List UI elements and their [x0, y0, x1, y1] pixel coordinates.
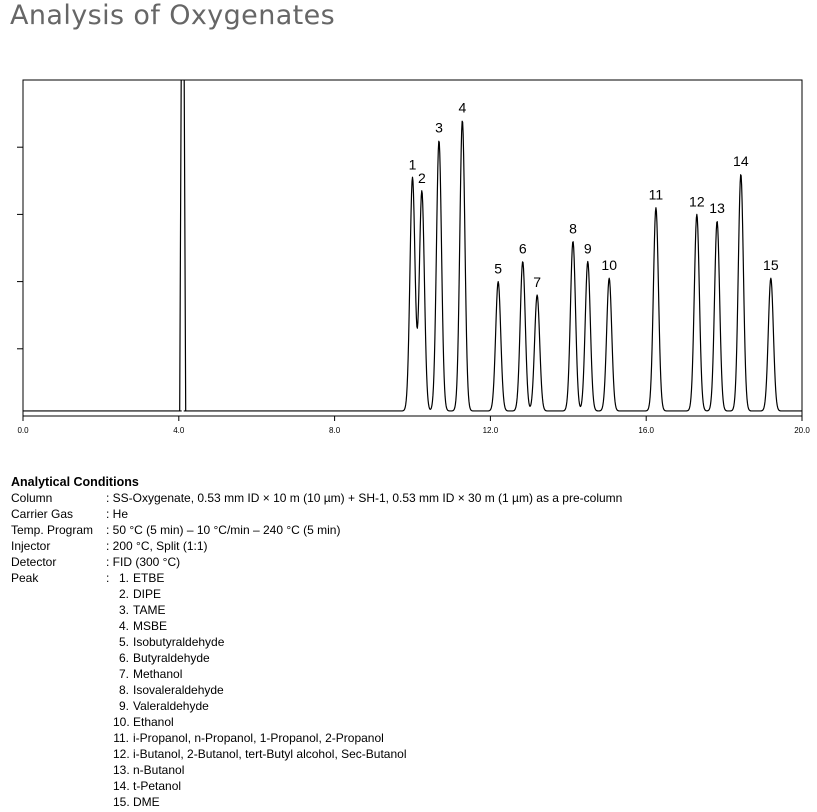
x-tick-label: 20.0: [794, 426, 810, 435]
peak-label: 4: [458, 99, 467, 116]
peak-list-item: [113, 762, 406, 778]
condition-label: Carrier Gas: [11, 507, 74, 521]
condition-label: Column: [11, 491, 53, 505]
condition-value: : FID (300 °C): [106, 555, 181, 569]
peak-list-item: [113, 746, 406, 762]
peak-number: 2.: [118, 587, 129, 601]
peak-name: i-Propanol, n-Propanol, 1-Propanol, 2-Propanol: [133, 731, 384, 745]
peak-name: t-Petanol: [133, 779, 182, 793]
peak-number: 12.: [113, 747, 130, 761]
condition-row-peak: [11, 570, 622, 810]
peak-list-item: [113, 618, 406, 634]
peak-number: 5.: [118, 635, 129, 649]
peak-number: 7.: [118, 667, 129, 681]
peak-label: 6: [518, 240, 527, 257]
peak-name: Isovaleraldehyde: [133, 683, 224, 697]
peak-name: Methanol: [133, 667, 183, 681]
peak-number: 6.: [118, 651, 129, 665]
conditions-heading: Analytical Conditions: [11, 475, 139, 489]
condition-value: : 200 °C, Split (1:1): [106, 539, 208, 553]
peak-number: 11.: [113, 731, 129, 745]
peak-label: 9: [583, 240, 592, 257]
peak-list-item: [113, 794, 406, 810]
solvent-peak: [180, 80, 186, 411]
x-axis: [17, 416, 810, 435]
x-tick-label: 4.0: [173, 426, 185, 435]
peak-name: Valeraldehyde: [133, 699, 209, 713]
peak-list-item: [113, 570, 406, 586]
condition-row-column: [11, 490, 622, 506]
condition-value: : 50 °C (5 min) – 10 °C/min – 240 °C (5 min): [106, 523, 341, 537]
peak-name: i-Butanol, 2-Butanol, tert-Butyl alcohol, Sec-Butanol: [133, 747, 407, 761]
condition-label: Injector: [11, 539, 51, 553]
peak-list-item: [113, 602, 406, 618]
peak-name: DIPE: [133, 587, 162, 601]
peak-list: [113, 570, 406, 810]
peak-label: 1: [408, 156, 417, 173]
peak-number: 15.: [113, 795, 130, 809]
peak-name: ETBE: [133, 571, 165, 585]
condition-row-detector: [11, 554, 622, 570]
peak-colon: :: [106, 571, 110, 585]
solvent-peak-gap: [182, 409, 184, 413]
plot-frame: [23, 80, 802, 416]
y-axis-ticks: [17, 147, 23, 349]
peak-list-item: [113, 778, 406, 794]
peak-number: 13.: [113, 763, 130, 777]
peak-list-item: [113, 586, 406, 602]
peak-label: 12: [689, 193, 705, 210]
condition-value: : He: [106, 507, 129, 521]
analytical-conditions: [11, 474, 622, 810]
peak-label: 15: [763, 257, 779, 274]
condition-value: : SS-Oxygenate, 0.53 mm ID × 10 m (10 µm) + SH-1, 0.53 mm ID × 30 m (1 µm) as a pre-column: [106, 491, 623, 505]
peak-name: DME: [133, 795, 160, 809]
peak-name: Isobutyraldehyde: [133, 635, 225, 649]
peak-list-item: [113, 650, 406, 666]
peak-list-item: [113, 634, 406, 650]
peak-label: 13: [709, 200, 725, 217]
peak-label: 11: [648, 186, 664, 203]
condition-row-injector: [11, 538, 622, 554]
peak-list-item: [113, 666, 406, 682]
x-tick-label: 12.0: [482, 426, 499, 435]
peak-list-item: [113, 730, 406, 746]
peak-label: 8: [569, 220, 577, 237]
peak-label: 2: [417, 169, 426, 186]
x-tick-label: 16.0: [638, 426, 654, 435]
condition-label: Detector: [11, 555, 57, 569]
peak-list-wrapper: [106, 570, 406, 810]
peak-list-item: [113, 714, 406, 730]
peak-label: 10: [601, 257, 617, 274]
peak-label: 3: [435, 119, 443, 136]
condition-row-temp-program: [11, 522, 622, 538]
peak-name: MSBE: [133, 619, 168, 633]
peak-label: 7: [533, 274, 542, 291]
peak-number: 10.: [113, 715, 130, 729]
peak-label: 5: [494, 260, 503, 277]
condition-label: Peak: [11, 571, 39, 585]
peak-list-item: [113, 698, 406, 714]
peak-name: Ethanol: [133, 715, 174, 729]
x-tick-label: 0.0: [17, 426, 29, 435]
page-title: Analysis of Oxygenates: [10, 0, 336, 31]
peak-number: 4.: [118, 619, 129, 633]
peak-list-item: [113, 682, 406, 698]
peak-number: 14.: [113, 779, 130, 793]
peak-name: TAME: [133, 603, 166, 617]
peak-number: 1.: [118, 571, 129, 585]
x-tick-label: 8.0: [329, 426, 341, 435]
peak-number: 9.: [118, 699, 129, 713]
peak-number: 3.: [118, 603, 129, 617]
peak-name: n-Butanol: [133, 763, 185, 777]
peak-label: 14: [733, 153, 749, 170]
peak-name: Butyraldehyde: [133, 651, 210, 665]
peak-number: 8.: [118, 683, 129, 697]
condition-label: Temp. Program: [11, 523, 94, 537]
condition-row-carrier-gas: [11, 506, 622, 522]
